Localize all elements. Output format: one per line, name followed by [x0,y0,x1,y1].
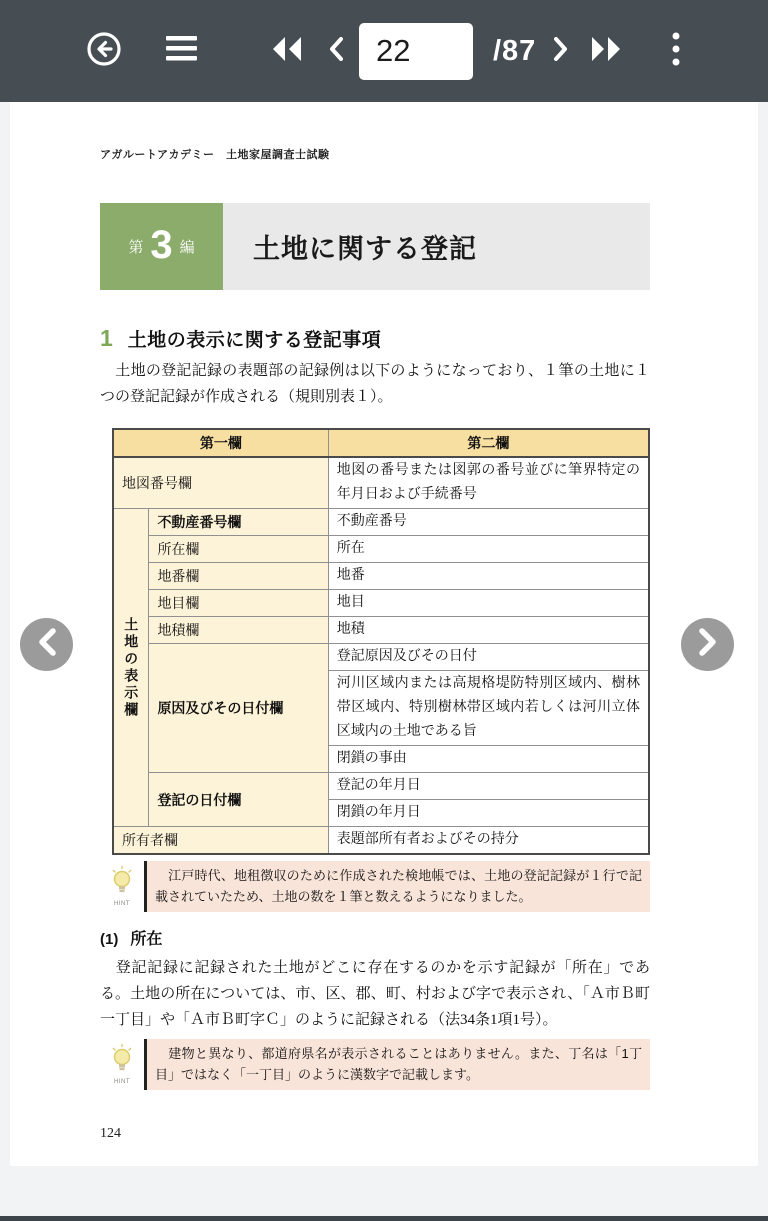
sub-section-heading [100,926,650,949]
estate-number-value: 不動産番号 [328,509,649,536]
previous-page-button[interactable] [329,37,343,66]
hint-label: HINT [114,1079,130,1085]
part-banner [100,203,650,290]
first-page-button[interactable] [269,35,303,68]
table-row [113,509,649,536]
page-total-label: /87 [493,34,537,67]
bottom-system-bar [0,1216,768,1221]
double-chevron-left-icon [269,35,303,68]
hint-icon-wrap [100,861,144,907]
body-paragraph: 登記記録に記録された土地がどこに存在するのかを示す記録が「所在」である。土地の所在については、市、区、郡、町、村および字で表示され、「Ａ市Ｂ町一丁目」や「Ａ市Ｂ町字Ｃ」のように記録される（法34条1項1号）。 [100,960,650,1028]
lightbulb-icon [109,865,135,900]
location-label: 所在欄 [149,536,328,563]
registration-date-value-2: 閉鎖の年月日 [328,800,649,827]
part-number-badge [100,203,223,290]
pdf-page [10,102,758,1166]
land-area-label: 地積欄 [149,617,328,644]
table-header-row [113,429,649,457]
hint-label: HINT [114,901,130,907]
part-title: 土地に関する登記 [223,203,650,290]
folio-page-number: 124 [100,1126,121,1141]
sub-section-title: 所在 [130,931,163,948]
section-heading [100,325,650,352]
table-row [113,536,649,563]
table-row [113,773,649,800]
cause-date-label: 原因及びその日付欄 [149,644,328,773]
registration-record-table [112,428,650,855]
cause-date-value-1: 登記原因及びその日付 [328,644,649,671]
table-row [113,827,649,855]
kebab-vertical-icon [672,32,680,71]
lightbulb-icon [109,1043,135,1078]
map-number-label: 地図番号欄 [113,457,328,509]
hint-text-1: 江戸時代、地租徴収のために作成された検地帳では、土地の登記記録が１行で記載されていたため、土地の数を１筆と数えるようになりました。 [144,861,650,912]
page-content [100,102,650,1142]
part-prefix: 第 [128,239,144,256]
arrow-left-circle-icon [86,31,122,72]
more-options-button[interactable] [672,32,680,71]
col1-header: 第一欄 [113,429,328,457]
land-display-group-label: 土地の表示欄 [113,509,149,827]
registration-date-value-1: 登記の年月日 [328,773,649,800]
land-area-value: 地積 [328,617,649,644]
cause-date-value-2: 河川区域内または高規格堤防特別区域内、樹林帯区域内、特別樹林帯区域内若しくは河川立体区域内の土地である旨 [328,671,649,746]
map-number-value: 地図の番号または図郭の番号並びに筆界特定の年月日および手続番号 [328,457,649,509]
next-page-button[interactable] [554,37,568,66]
prev-page-overlay-button[interactable] [20,618,73,671]
land-category-value: 地目 [328,590,649,617]
table-row [113,563,649,590]
hint-text-2: 建物と異なり、都道府県名が表示されることはありません。また、丁名は「1丁目」ではなく「一丁目」のように漢数字で記載します。 [144,1039,650,1090]
hint-box-2 [100,1039,650,1090]
document-running-header: アガルートアカデミー 土地家屋調査士試験 [100,149,330,161]
lot-number-value: 地番 [328,563,649,590]
section-number: 1 [100,325,113,351]
chevron-right-icon [554,37,568,66]
owner-label: 所有者欄 [113,827,328,855]
intro-paragraph: 土地の登記記録の表題部の記録例は以下のようになっており、１筆の土地に１つの登記記録が作成される（規則別表１）。 [100,363,650,405]
section-title: 土地の表示に関する登記事項 [127,330,382,351]
part-suffix: 編 [179,239,195,256]
circle-chevron-right-icon [697,628,719,661]
menu-button[interactable] [166,36,197,66]
next-page-overlay-button[interactable] [681,618,734,671]
double-chevron-right-icon [590,35,624,68]
hamburger-menu-icon [166,36,197,66]
estate-number-label: 不動産番号欄 [149,509,328,536]
back-button[interactable] [86,31,122,72]
hint-icon-wrap [100,1039,144,1085]
hint-box-1 [100,861,650,912]
table-row [113,457,649,509]
pdf-viewer-toolbar [0,0,768,102]
cause-date-value-3: 閉鎖の事由 [328,746,649,773]
table-row [113,590,649,617]
table-row [113,617,649,644]
land-category-label: 地目欄 [149,590,328,617]
lot-number-label: 地番欄 [149,563,328,590]
page-number-input[interactable] [359,23,473,80]
location-value: 所在 [328,536,649,563]
sub-section-number: (1) [100,931,119,948]
chevron-left-icon [329,37,343,66]
table-row [113,644,649,671]
col2-header: 第二欄 [328,429,649,457]
last-page-button[interactable] [590,35,624,68]
owner-value: 表題部所有者およびその持分 [328,827,649,855]
circle-chevron-left-icon [36,628,58,661]
registration-date-label: 登記の日付欄 [149,773,328,827]
part-number: 3 [150,222,173,267]
